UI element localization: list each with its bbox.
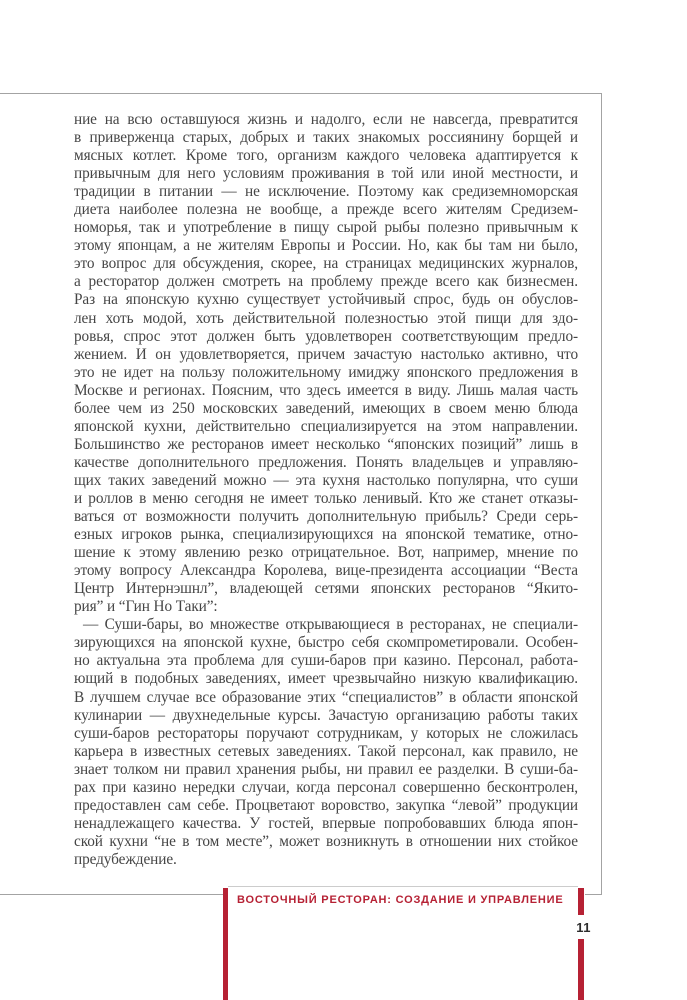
text-line: ровья, спрос этот должен быть удовлетворен соответствующим предло- <box>74 327 578 345</box>
page-number: 11 <box>576 920 591 935</box>
text-line: знает толком ни правил хранения рыбы, ни правил ее разделки. В суши-ба- <box>74 760 578 778</box>
text-line: Центр Интернэшнл”, владеющей сетями японских ресторанов “Якито- <box>74 580 578 598</box>
text-line: кулинарии — двухнедельные курсы. Зачастую организацию работы таких <box>74 706 578 724</box>
text-line: В лучшем случае все образование этих “специалистов” в области японской <box>74 688 578 706</box>
text-line: предоставлен сам себе. Процветают воровство, закупка “левой” продукции <box>74 796 578 814</box>
text-line: рия” и “Гин Но Таки”: <box>74 598 218 616</box>
footer-accent-bar-right-top <box>578 888 584 915</box>
text-line: привычным для него условиям проживания в той или иной местности, и <box>74 165 578 183</box>
text-line: это вопрос для обсуждения, скорее, на страницах медицинских журналов, <box>74 255 578 273</box>
text-line: более чем из 250 московских заведений, имеющих в своем меню блюда <box>74 399 578 417</box>
text-line: но актуальна эта проблема для суши-баров при казино. Персонал, работа- <box>74 652 578 670</box>
text-line: ние на всю оставшуюся жизнь и надолго, если не навсегда, превратится <box>74 111 578 128</box>
text-line: лен хоть модой, хоть действительной полезностью этой пищи для здо- <box>74 309 578 327</box>
text-line: Большинство же ресторанов имеет несколько “японских позиций” лишь в <box>74 435 578 453</box>
text-line: — Суши-бары, во множестве открывающиеся в ресторанах, не специали- <box>83 616 578 634</box>
text-line: ской кухни “не в том месте”, может возникнуть в отношении них стойкое <box>74 832 578 850</box>
text-line: традиции в питании — не исключение. Поэтому как средиземноморская <box>74 183 578 201</box>
text-line: карьера в известных сетевых заведениях. Такой персонал, как правило, не <box>74 742 578 760</box>
text-line: Раз на японскую кухню существует устойчивый спрос, будь он обуслов- <box>74 291 578 309</box>
text-line: номорья, так и употребление в пищу сырой рыбы полезно привычным к <box>74 219 578 237</box>
text-line: этому японцам, а не жителям Европы и России. Но, как бы там ни было, <box>74 237 578 255</box>
body-text <box>74 111 578 869</box>
text-line: рах при казино нередки случаи, когда персонал совершенно бесконтролен, <box>74 778 578 796</box>
text-line: качестве дополнительного предложения. Понять владельцев и управляю- <box>74 453 578 471</box>
footer-accent-bar-right-bottom <box>578 939 584 1000</box>
text-line: ваться от возможности получить дополнительную прибыль? Среди серь- <box>74 508 578 526</box>
text-line: предубеждение. <box>74 850 177 868</box>
text-line: жением. И он удовлетворяется, причем зачастую настолько активно, что <box>74 345 578 363</box>
text-line: щих таких заведений можно — эта кухня настолько популярна, что суши <box>74 471 578 489</box>
text-line: диета наиболее полезна не вообще, а прежде всего жителям Средизем- <box>74 201 578 219</box>
text-line: зирующихся на японской кухне, быстро себя скомпрометировали. Особен- <box>74 634 578 652</box>
text-line: а ресторатор должен смотреть на проблему прежде всего как бизнесмен. <box>74 273 578 291</box>
running-title: ВОСТОЧНЫЙ РЕСТОРАН: СОЗДАНИЕ И УПРАВЛЕНИЕ <box>237 894 564 906</box>
text-line: шение к этому явлению резко отрицательное. Вот, например, мнение по <box>74 544 578 562</box>
text-line: ющий в подобных заведениях, имеет чрезвычайно низкую квалификацию. <box>74 670 578 688</box>
footer-notch-rule <box>228 886 578 887</box>
text-line: езных игроков рынка, специализирующихся на японской тематике, отно- <box>74 526 578 544</box>
text-line: этому вопросу Александра Королева, вице-президента ассоциации “Веста <box>74 562 578 580</box>
text-line: суши-баров рестораторы поручают сотрудникам, у которых не сложилась <box>74 724 578 742</box>
text-line: в приверженца старых, добрых и таких знакомых россиянину борщей и <box>74 129 578 147</box>
text-line: и роллов в меню сегодня не имеет только ленивый. Кто же станет отказы- <box>74 489 578 507</box>
text-line: мясных котлет. Кроме того, организм каждого человека адаптируется к <box>74 147 578 165</box>
footer-accent-bar-left <box>223 888 228 1000</box>
text-line: это не идет на пользу положительному имиджу японского предложения в <box>74 363 578 381</box>
text-line: японской кухни, действительно специализируется на этом направлении. <box>74 417 578 435</box>
text-line: ненадлежащего качества. У гостей, впервые попробовавших блюда япон- <box>74 814 578 832</box>
text-line: Москве и регионах. Поясним, что здесь имеется в виду. Лишь малая часть <box>74 381 578 399</box>
